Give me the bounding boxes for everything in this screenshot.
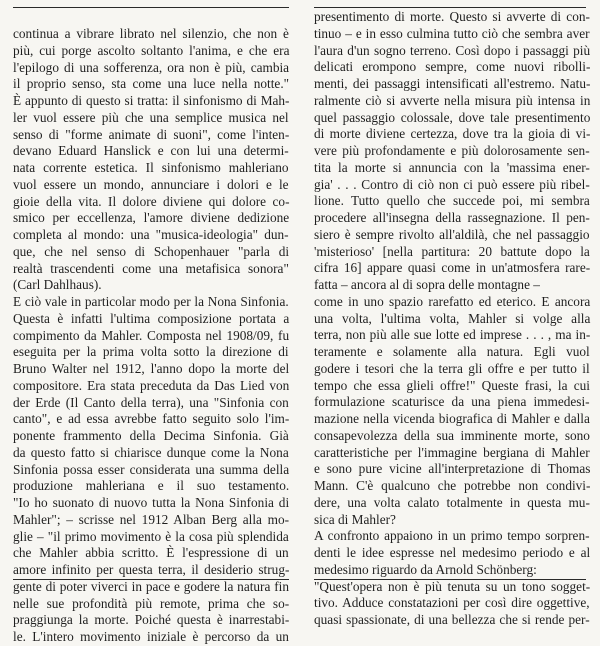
text-line: E ciò vale in particolar modo per la Nona Sinfonia. <box>13 294 289 309</box>
text-line: nata corrente estetica. Il sinfonismo mahleriano <box>13 160 289 175</box>
text-line: tivo. Adduce constatazioni per così dire oggettive, <box>314 595 590 611</box>
text-line: compimento da Mahler. Composta nel 1908/09, fu <box>13 327 290 343</box>
text-line: quel passaggio colossale, dove tale presentimento <box>314 109 591 125</box>
text-line: Sinfonia possa esser considerata una summa della <box>13 461 290 477</box>
text-line: canto", e ad essa avrebbe fatto seguito solo l'im- <box>13 411 290 427</box>
text-line: "Quest'opera non è più tenuta su un tono sogget- <box>314 578 591 594</box>
text-line: consapevolezza della sua imminente morte, sono <box>314 427 590 443</box>
text-line: (Carl Dahlhaus). <box>13 277 102 293</box>
text-line: continua a vibrare librato nel silenzio, che non è <box>13 26 289 41</box>
text-line: denti le idee espresse nel medesimo periodo e al <box>314 545 591 560</box>
left-text-column <box>13 26 293 646</box>
text-line: cifra 16] appare quasi come in un'atmosfera rare- <box>314 260 591 276</box>
text-line: tempo che essa glieli offre!" Queste frasi, la cui <box>314 377 590 393</box>
text-line: caratteristiche per l'immagine bergiana di Mahler <box>314 444 590 460</box>
text-line: teramente e solamente alla natura. Egli vuol <box>314 344 590 359</box>
text-line: terra, non più alle sue lotte ed imprese . . . , ma in- <box>314 327 591 343</box>
text-line: 'misterioso' [nella partitura: 20 battute dopo la <box>314 243 590 259</box>
text-line: compositore. Era stata preceduta da Das Lied von <box>13 377 290 393</box>
text-line: una volta, l'ultima volta, Mahler si volge alla <box>314 310 591 326</box>
text-line: tita la morte si annuncia con la 'massima ener- <box>314 159 590 175</box>
text-line: Mahler"; – scrisse nel 1912 Alban Berg alla mo- <box>13 511 290 527</box>
text-line: che Mahler abbia scritto. È l'espressione di un <box>13 545 289 561</box>
text-line: l'aura d'un sogno terreno. Così dopo i passaggi più <box>314 42 591 58</box>
text-line: presentimento di morte. Questo si avverte di con- <box>314 9 590 24</box>
text-line: da questo fatto si chiarisce dunque come la Nona <box>13 444 289 460</box>
text-line: A confronto appaiono in un primo tempo sorpren- <box>314 528 590 544</box>
text-line: godere i tesori che la terra gli offre e per tutto il <box>314 360 590 376</box>
text-line: Questa è infatti l'ultima composizione portata a <box>13 310 290 326</box>
text-line: fatta – ancora al di sopra delle montagne – <box>314 277 540 292</box>
bottom-rule-left <box>13 579 289 580</box>
text-line: senso di "forme animate di suoni", come l'inten- <box>13 126 290 142</box>
text-line: menti, dei passaggi intensificati all'estremo. Natu- <box>314 76 591 91</box>
text-line: Mann. C'è qualcuno che potrebbe non condivi- <box>314 478 591 493</box>
text-line: quasi spassionate, di una bellezza che si rende per- <box>314 612 590 627</box>
text-line: il proprio senso, sta come una luce nella notte." <box>13 76 290 92</box>
text-line: completa al mondo: una "musica-ideologia" dun- <box>13 227 289 242</box>
text-line: produzione mahleriana e il suo testamento. <box>13 478 290 494</box>
text-line: gioie della vita. Il dolore diviene qui dolore co- <box>13 193 290 209</box>
text-line: medesimo riguardo da Arnold Schönberg: <box>314 561 537 577</box>
text-line: mazione nella vicenda biografica di Mahler e dalla <box>314 411 590 426</box>
text-line: delicati erompono sempre, come nuovi ribolli- <box>314 59 591 75</box>
text-line: formulazione scaturisce da una piena immedesi- <box>314 394 590 410</box>
text-line: gente di poter viverci in pace e godere la natura fin <box>13 578 289 594</box>
text-line: come in uno spazio rarefatto ed eterico. E ancora <box>314 293 591 309</box>
text-line: È appunto di questo si tratta: il sinfonismo di Mah- <box>13 93 290 108</box>
text-line: l'epilogo di una sofferenza, ora non è più, cambia <box>13 59 290 75</box>
text-line: que, che nel senso di Schopenhauer "parla di <box>13 243 290 259</box>
right-text-column <box>314 9 594 629</box>
text-line: gia' . . . Contro di ciò non ci può essere più ribel- <box>314 176 590 192</box>
text-line: siero è sempre rivolto all'aldilà, che nel passaggio <box>314 226 590 242</box>
text-line: "Io ho suonato di nuovo tutta la Nona Sinfonia di <box>13 495 290 510</box>
text-line: glie – "il primo movimento è la cosa più splendida <box>13 528 289 544</box>
text-line: ralmente ciò si avverte nella misura più intensa in <box>314 92 591 108</box>
text-line: tinuo – e in esso culmina tutto ciò che sembra aver <box>314 25 590 41</box>
text-line: vuol essere un mondo, annunciare i dolori e le <box>13 176 289 192</box>
text-line: Bruno Walter nel 1912, l'anno dopo la morte del <box>13 361 290 376</box>
text-line: amore infinito per questa terra, il desiderio strug- <box>13 562 290 577</box>
text-line: procedere all'insegna della rassegnazione. Il pen- <box>314 210 590 225</box>
text-line: ponente frammento della Decima Sinfonia. Già <box>13 428 289 443</box>
text-line: e sono pure vicine all'interpretazione di Thomas <box>314 461 591 477</box>
text-line: sica di Mahler? <box>314 511 396 527</box>
text-line: praggiunga la morte. Poiché questa è inarrestabi- <box>13 612 290 628</box>
text-line: ler vuol essere più che una semplice musica nel <box>13 109 289 125</box>
text-line: devano Eduard Hanslick e con lui una determi- <box>13 143 289 159</box>
top-rule-left <box>13 7 289 8</box>
text-line: der Erde (Il Canto della terra), una "Sinfonia con <box>13 394 289 410</box>
text-line: nelle sue profondità più remote, prima che so- <box>13 595 290 611</box>
bottom-rule-right <box>314 579 586 580</box>
top-rule-right <box>314 7 586 8</box>
text-line: vere più profondamente e più dolorosamente sen- <box>314 143 590 158</box>
text-line: lione. Tutto quello che succede poi, mi sembra <box>314 193 590 209</box>
text-line: smico per eccellenza, l'amore diviene dedizione <box>13 210 290 226</box>
text-line: eseguita per la prima volta sotto la direzione di <box>13 344 289 360</box>
text-line: dere, una volta calato totalmente in questa mu- <box>314 494 590 510</box>
text-line: più, cui porge ascolto soltanto l'anima, e che era <box>13 42 290 58</box>
text-line: le. L'intero movimento iniziale è percorso da un <box>13 629 289 644</box>
text-line: di morte diviene certezza, dove tra la gioia di vi- <box>314 126 591 142</box>
text-line: realtà trascendenti come una metafisica sonora" <box>13 260 289 276</box>
